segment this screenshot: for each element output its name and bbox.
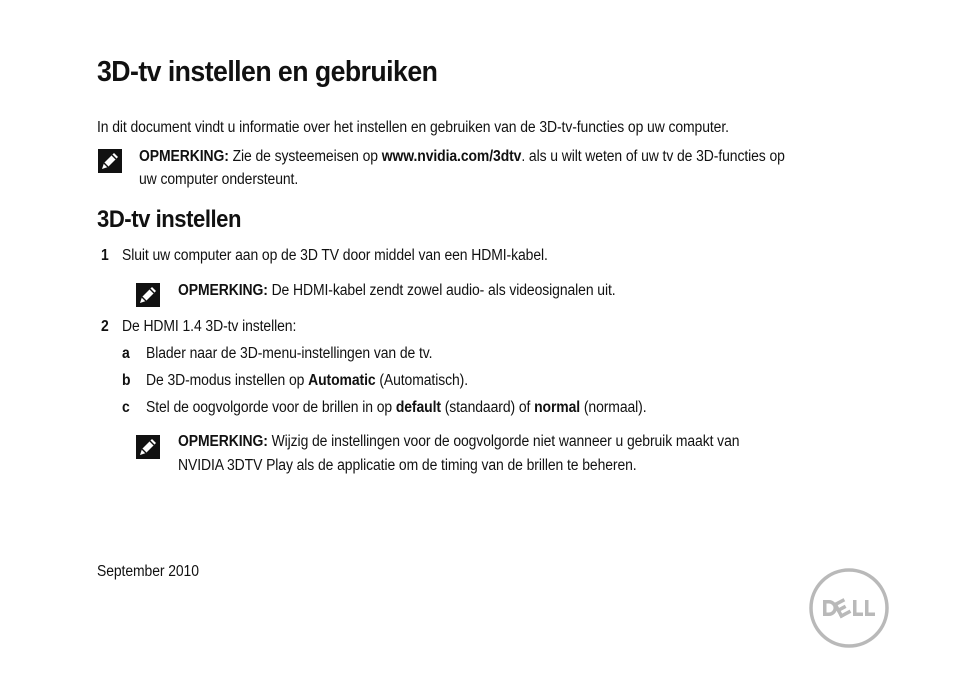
document-date: September 2010 bbox=[97, 563, 199, 580]
note-label: OPMERKING: bbox=[178, 282, 268, 299]
pencil-note-icon bbox=[136, 435, 160, 459]
substep-text: Stel de oogvolgorde voor de brillen in op default (standaard) of normal (normaal). bbox=[146, 399, 647, 416]
nvidia-link[interactable]: www.nvidia.com/3dtv bbox=[381, 148, 522, 165]
note-line: NVIDIA 3DTV Play als de applicatie om de timing van de brillen te beheren. bbox=[178, 457, 637, 474]
substep-letter: b bbox=[122, 372, 131, 389]
note-line bbox=[178, 430, 739, 454]
substep-letter: c bbox=[122, 399, 130, 416]
note-text: Zie de systeemeisen op bbox=[228, 148, 382, 165]
note-line bbox=[178, 279, 616, 303]
note-label: OPMERKING: bbox=[178, 433, 268, 450]
step-text: Sluit uw computer aan op de 3D TV door middel van een HDMI-kabel. bbox=[122, 247, 548, 264]
note-line: uw computer ondersteunt. bbox=[139, 171, 299, 188]
section-title: 3D-tv instellen bbox=[97, 206, 242, 233]
pencil-note-icon bbox=[98, 149, 122, 173]
note-line bbox=[139, 145, 785, 169]
substep-text: De 3D-modus instellen op Automatic (Automatisch). bbox=[146, 372, 469, 389]
page-title: 3D-tv instellen en gebruiken bbox=[97, 56, 438, 88]
step-number: 2 bbox=[101, 318, 109, 335]
note-text: . als u wilt weten of uw tv de 3D-functies op bbox=[521, 148, 785, 165]
step-text: De HDMI 1.4 3D-tv instellen: bbox=[122, 318, 297, 335]
substep-letter: a bbox=[122, 345, 130, 362]
note-text: De HDMI-kabel zendt zowel audio- als videosignalen uit. bbox=[267, 282, 616, 299]
dell-logo bbox=[808, 567, 890, 649]
pencil-note-icon bbox=[136, 283, 160, 307]
note-label: OPMERKING: bbox=[139, 148, 229, 165]
substep-text: Blader naar de 3D-menu-instellingen van de tv. bbox=[146, 345, 433, 362]
intro-text: In dit document vindt u informatie over het instellen en gebruiken van de 3D-tv-functies op uw computer. bbox=[97, 119, 729, 136]
note-text: Wijzig de instellingen voor de oogvolgorde niet wanneer u gebruik maakt van bbox=[267, 433, 740, 450]
step-number: 1 bbox=[101, 247, 109, 264]
